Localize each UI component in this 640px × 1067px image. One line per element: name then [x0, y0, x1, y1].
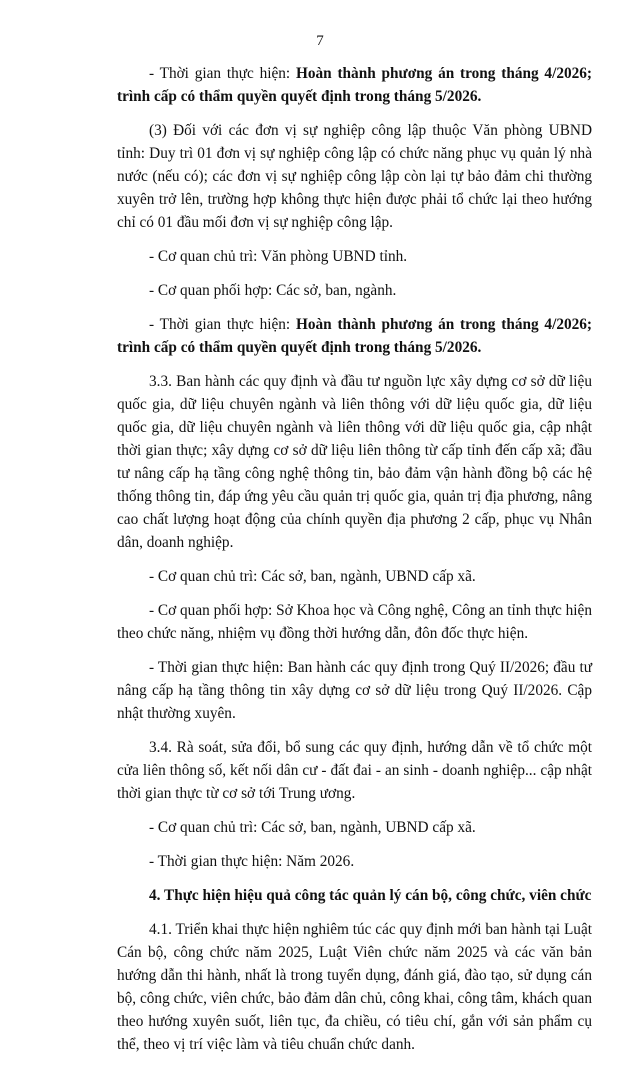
- paragraph-text: 3.4. Rà soát, sửa đổi, bổ sung các quy định, hướng dẫn về tổ chức một cửa liên thông số, kết nối dân cư - đất đai - an sinh - doanh nghiệp... cập nhật thời gian thực từ cơ sở tới Trung ương.: [117, 739, 592, 802]
- page-number: 7: [316, 33, 324, 49]
- closing-paragraph: 4.1. Triển khai thực hiện nghiêm túc các quy định mới ban hành tại Luật Cán bộ, công chức năm 2025, Luật Viên chức năm 2025 và các văn bản hướng dẫn thi hành, nhất là trong tuyển dụng, đánh giá, đào tạo, sử dụng cán bộ, công chức, viên chức, bảo đảm dân chủ, công khai, công tâm, khách quan theo hướng xuyên suốt, liên tục, đa chiều, có tiêu chí, gắn với sản phẩm cụ thể, theo vị trí việc làm và tiêu chuẩn chức danh.: [117, 921, 592, 1053]
- paragraph-11: [117, 816, 592, 839]
- paragraph-text: - Thời gian thực hiện:: [149, 316, 296, 333]
- section-heading: 4. Thực hiện hiệu quả công tác quản lý cán bộ, công chức, viên chức: [149, 887, 592, 904]
- paragraph-text: - Thời gian thực hiện:: [149, 65, 296, 82]
- paragraph-text: - Cơ quan phối hợp: Sở Khoa học và Công nghệ, Công an tỉnh thực hiện theo chức năng, nhiệm vụ đồng thời hướng dẫn, đôn đốc thực hiện.: [117, 602, 592, 642]
- paragraph-text: - Thời gian thực hiện: Năm 2026.: [149, 853, 355, 870]
- paragraph-text: - Cơ quan phối hợp: Các sở, ban, ngành.: [149, 282, 397, 299]
- paragraph-2: [117, 119, 592, 234]
- paragraph-text: - Cơ quan chủ trì: Văn phòng UBND tỉnh.: [149, 248, 408, 265]
- paragraph-8: [117, 599, 592, 645]
- paragraph-bold-text: Hoàn thành phương án trong tháng 4/2026; trình cấp có thẩm quyền quyết định trong tháng 5/2026.: [117, 316, 593, 356]
- paragraph-3: [117, 245, 592, 268]
- paragraph-5: [117, 313, 592, 359]
- paragraph-6: [117, 370, 592, 554]
- paragraph-1: [117, 62, 592, 108]
- paragraph-text: 3.3. Ban hành các quy định và đầu tư nguồn lực xây dựng cơ sở dữ liệu quốc gia, dữ liệu chuyên ngành và liên thông với dữ liệu quốc gia, dữ liệu quốc gia, dữ liệu chuyên ngành và liên thông với dữ liệu quốc gia, cập nhật thời gian thực; xây dựng cơ sở dữ liệu liên thông từ cấp tỉnh đến cấp xã; đầu tư nâng cấp hạ tầng công nghệ thông tin, bảo đảm vận hành đồng bộ các hệ thống thông tin, đáp ứng yêu cầu quản trị quốc gia, quản trị địa phương, nâng cao chất lượng hoạt động của chính quyền địa phương 2 cấp, phục vụ Nhân dân, doanh nghiệp.: [117, 373, 592, 551]
- paragraph-4: [117, 279, 592, 302]
- paragraph-9: [117, 656, 592, 725]
- paragraph-text: - Cơ quan chủ trì: Các sở, ban, ngành, UBND cấp xã.: [149, 568, 476, 585]
- paragraph-text: - Thời gian thực hiện: Ban hành các quy định trong Quý II/2026; đầu tư nâng cấp hạ tầng thông tin xây dựng cơ sở dữ liệu trong Quý II/2026. Cập nhật thường xuyên.: [117, 659, 592, 722]
- paragraph-7: [117, 565, 592, 588]
- paragraph-10: [117, 736, 592, 805]
- paragraph-text: - Cơ quan chủ trì: Các sở, ban, ngành, UBND cấp xã.: [149, 819, 476, 836]
- paragraph-text: (3) Đối với các đơn vị sự nghiệp công lập thuộc Văn phòng UBND tỉnh: Duy trì 01 đơn vị sự nghiệp công lập có chức năng phục vụ quản lý nhà nước (nếu có); các đơn vị sự nghiệp công lập còn lại tự bảo đảm chi thường xuyên trở lên, trường hợp không thực hiện được phải tổ chức lại theo hướng chỉ có 01 đầu mối đơn vị sự nghiệp công lập.: [117, 122, 592, 231]
- document-body: [117, 62, 592, 1067]
- paragraph-12: [117, 850, 592, 873]
- paragraph-bold-text: Hoàn thành phương án trong tháng 4/2026; trình cấp có thẩm quyền quyết định trong tháng 5/2026.: [117, 65, 593, 105]
